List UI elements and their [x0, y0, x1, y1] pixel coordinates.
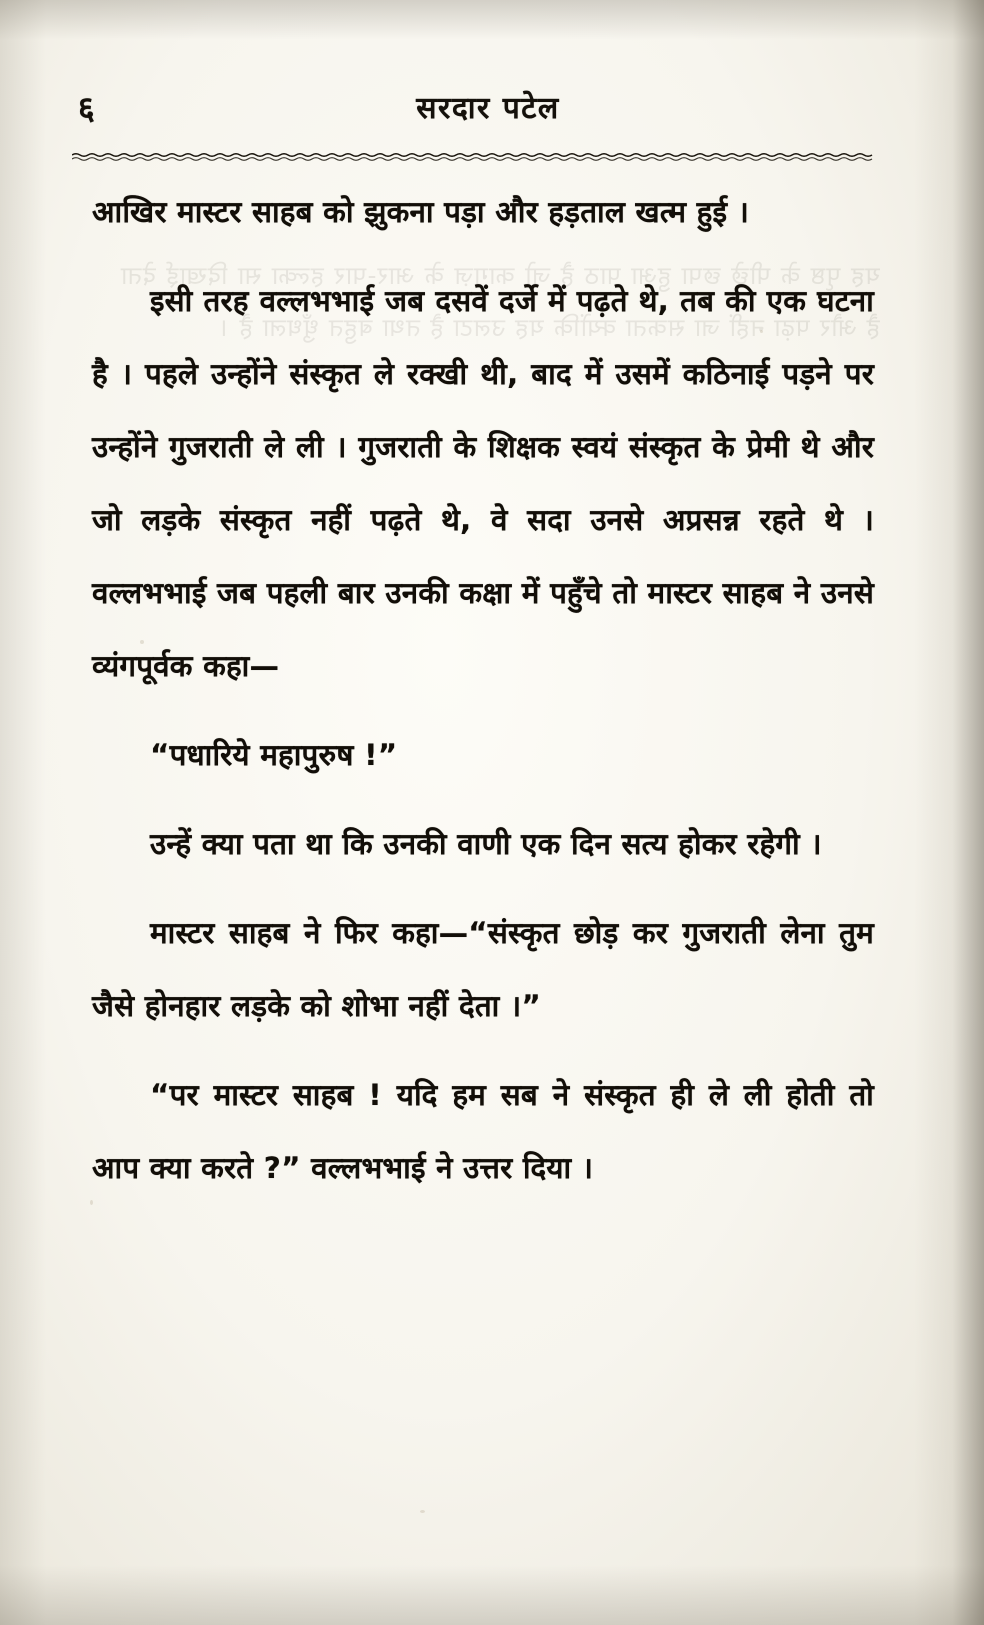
page-number: ६	[78, 89, 95, 127]
top-edge-shadow	[0, 0, 984, 40]
paragraph: “पधारिये महापुरुष !”	[150, 738, 398, 772]
paper-speckle	[90, 1200, 93, 1205]
paper-speckle	[140, 640, 144, 644]
paper-speckle	[760, 330, 763, 333]
paragraph: “पर मास्टर साहब ! यदि हम सब ने संस्कृत ही ले ली होती तो आप क्या करते ?” वल्लभभाई ने उत्तर दिया ।	[92, 1078, 874, 1185]
paragraph: आखिर मास्टर साहब को झुकना पड़ा और हड़ताल खत्म हुई ।	[92, 195, 750, 229]
wavy-rule-divider	[72, 152, 884, 162]
paragraph: उन्हें क्या पता था कि उनकी वाणी एक दिन सत्य होकर रहेगी ।	[150, 827, 822, 861]
body-text	[92, 176, 874, 1205]
right-edge-shadow	[914, 0, 984, 1625]
bottom-edge-shadow	[0, 1565, 984, 1625]
paragraph: मास्टर साहब ने फिर कहा—“संस्कृत छोड़ कर गुजराती लेना तुम जैसे होनहार लड़के को शोभा नहीं देता ।”	[92, 916, 874, 1023]
running-title: सरदार पटेल	[416, 91, 560, 126]
page-header	[78, 86, 878, 134]
left-edge-shadow	[0, 0, 46, 1625]
paper-speckle	[420, 1510, 425, 1513]
paragraph: इसी तरह वल्लभभाई जब दसवें दर्जे में पढ़ते थे, तब की एक घटना है । पहले उन्होंने संस्कृत ले रक्खी थी, बाद में उसमें कठिनाई पड़ने पर उन्होंने गुजराती ले ली । गुजराती के शिक्षक स्वयं संस्कृत के प्रेमी थे और जो लड़के संस्कृत नहीं पढ़ते थे, वे सदा उनसे अप्रसन्न रहते थे । वल्लभभाई जब पहली बार उनकी कक्षा में पहुँचे तो मास्टर साहब ने उनसे व्यंगपूर्वक कहा—	[92, 284, 874, 683]
